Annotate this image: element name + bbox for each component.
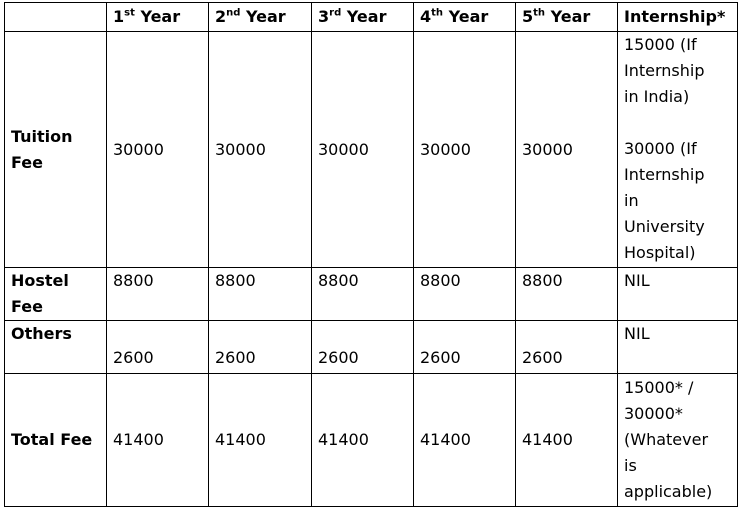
header-year-2: 2nd Year bbox=[209, 3, 312, 32]
table-cell: 30000 bbox=[414, 32, 516, 268]
table-cell: 30000 bbox=[107, 32, 209, 268]
row-label-others: Others bbox=[5, 321, 107, 374]
header-internship: Internship* bbox=[618, 3, 738, 32]
row-label-tuition-fee: Tuition Fee bbox=[5, 32, 107, 268]
table-cell-internship: 15000 (If Internship in India) 30000 (If Internship in University Hospital) bbox=[618, 32, 738, 268]
fee-structure-table bbox=[4, 2, 738, 507]
table-cell: 8800 bbox=[209, 268, 312, 321]
table-row bbox=[5, 321, 738, 374]
row-label-total-fee: Total Fee bbox=[5, 374, 107, 507]
table-cell: 8800 bbox=[516, 268, 618, 321]
table-cell-internship: NIL bbox=[618, 321, 738, 374]
table-cell: 8800 bbox=[107, 268, 209, 321]
table-cell: 30000 bbox=[516, 32, 618, 268]
table-cell-internship: 15000* / 30000* (Whatever is applicable) bbox=[618, 374, 738, 507]
table-cell: 30000 bbox=[209, 32, 312, 268]
table-cell: 30000 bbox=[312, 32, 414, 268]
table-cell: 41400 bbox=[516, 374, 618, 507]
table-cell: 2600 bbox=[516, 321, 618, 374]
table-cell: 2600 bbox=[312, 321, 414, 374]
header-empty-cell bbox=[5, 3, 107, 32]
header-row bbox=[5, 3, 738, 32]
header-year-5: 5th Year bbox=[516, 3, 618, 32]
table-cell: 8800 bbox=[312, 268, 414, 321]
table-row bbox=[5, 32, 738, 268]
row-label-hostel-fee: Hostel Fee bbox=[5, 268, 107, 321]
table-cell: 8800 bbox=[414, 268, 516, 321]
table-cell: 2600 bbox=[107, 321, 209, 374]
table-cell: 41400 bbox=[107, 374, 209, 507]
header-year-1: 1st Year bbox=[107, 3, 209, 32]
header-year-3: 3rd Year bbox=[312, 3, 414, 32]
table-cell: 41400 bbox=[414, 374, 516, 507]
header-year-4: 4th Year bbox=[414, 3, 516, 32]
table-cell: 41400 bbox=[209, 374, 312, 507]
table-cell: 41400 bbox=[312, 374, 414, 507]
table-row bbox=[5, 374, 738, 507]
table-cell: 2600 bbox=[414, 321, 516, 374]
table-cell: 2600 bbox=[209, 321, 312, 374]
table-cell-internship: NIL bbox=[618, 268, 738, 321]
table-row bbox=[5, 268, 738, 321]
